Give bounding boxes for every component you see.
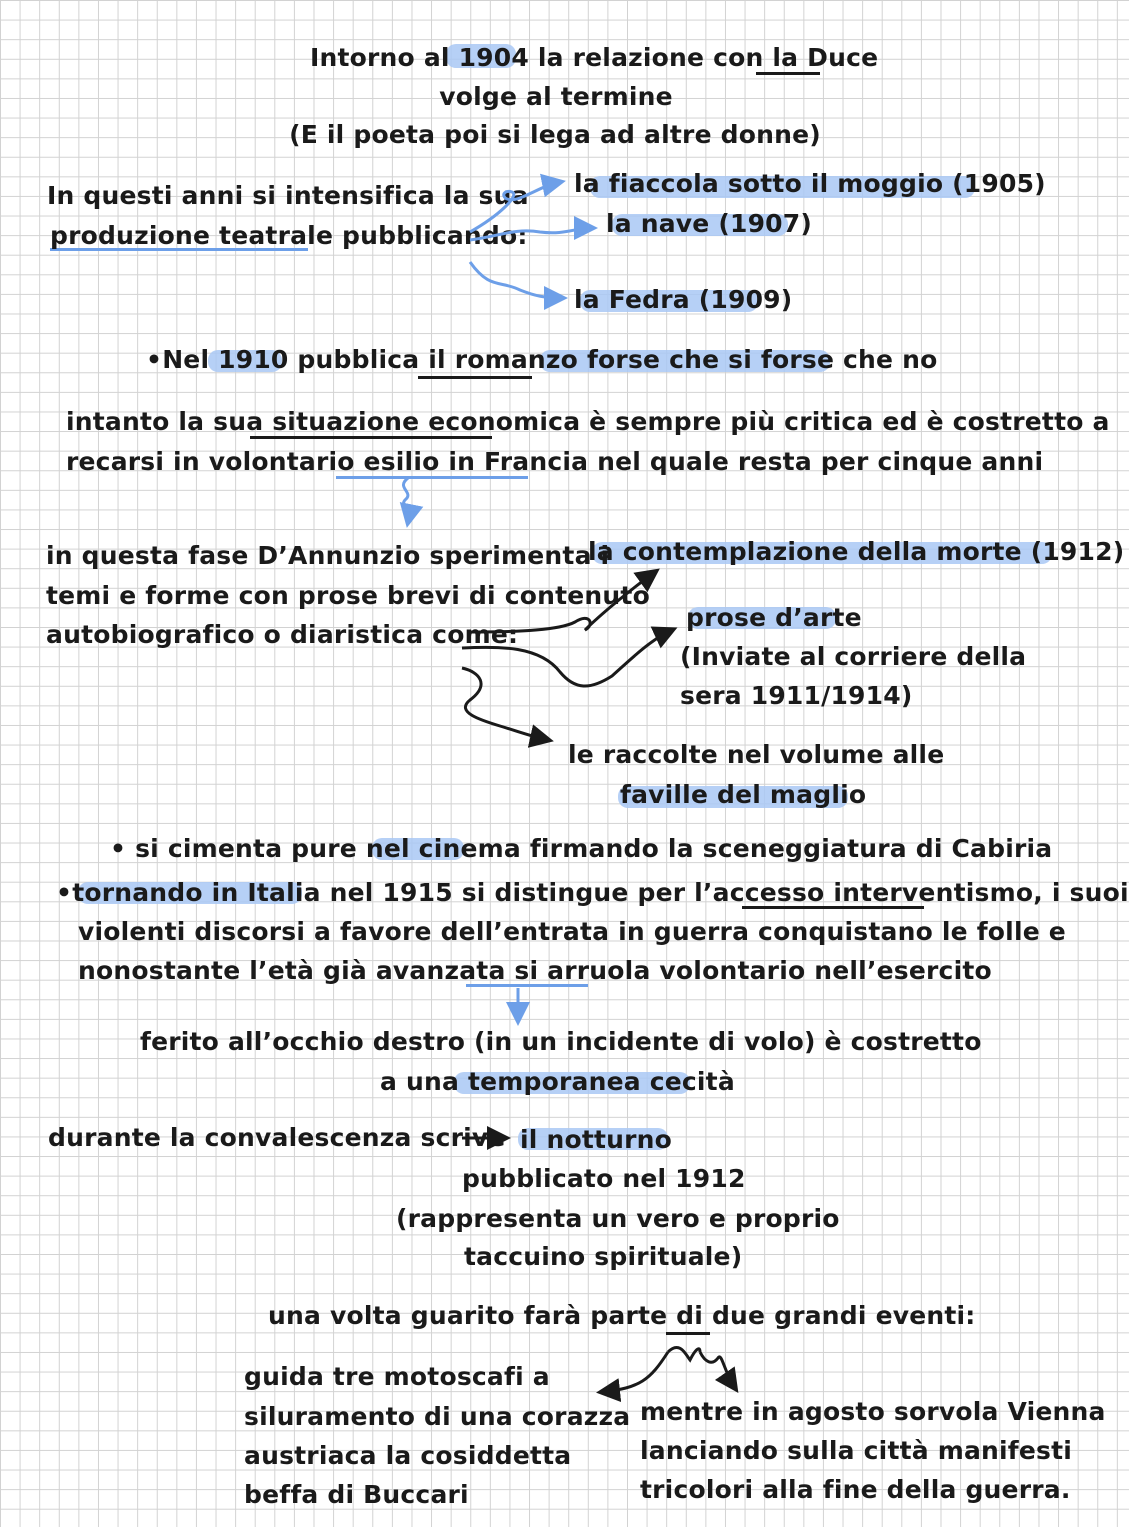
arrow-to-nave: [470, 228, 592, 240]
header-text-mid: la relazione con la: [528, 43, 808, 72]
esilio-rest-1: è sempre più critica ed è costretto a: [580, 407, 1110, 436]
work-faville-2: faville del maglio: [620, 780, 867, 809]
evento-left-3: austriaca la cosiddetta: [244, 1441, 572, 1470]
si-arruola: si arruola: [514, 956, 651, 985]
arrow-to-fiaccola: [470, 182, 560, 232]
romanzo-title: forse che si forse che no: [578, 345, 938, 374]
esilio-francia: esilio in Francia: [363, 447, 589, 476]
work-fedra: la Fedra (1909): [574, 285, 793, 314]
guerra-line-2: violenti discorsi a favore dell’entrata in guerra conquistano le folle e: [78, 917, 1066, 946]
evento-right-2: lanciando sulla città manifesti: [640, 1436, 1073, 1465]
prose-intro-2: temi e forme con prose brevi di contenuto: [46, 581, 650, 610]
arrow-to-evento-left: [602, 1352, 668, 1392]
arrow-to-prose-arte: [462, 630, 672, 686]
evento-left-1: guida tre motoscafi a: [244, 1362, 550, 1391]
esilio-pre-1: intanto la sua: [66, 407, 273, 436]
tornando-italia: tornando in Italia: [72, 878, 321, 907]
year-1910: 1910: [218, 345, 289, 374]
notturno-line-3: (rappresenta un vero e proprio: [396, 1204, 840, 1233]
work-notturno: il notturno: [520, 1125, 673, 1154]
evento-left-4: beffa di Buccari: [244, 1480, 469, 1509]
arrow-to-faville: [462, 668, 548, 740]
evento-right-3: tricolori alla fine della guerra.: [640, 1475, 1071, 1504]
guerra-rest-3: volontario nell’esercito: [650, 956, 992, 985]
produzione-teatrale: produzione teatrale: [50, 221, 334, 250]
arrow-down-esilio: [403, 478, 408, 522]
header-line-2: volge al termine: [439, 82, 673, 111]
prose-intro-3: autobiografico o diaristica come:: [46, 620, 519, 649]
work-nave: la nave (1907): [606, 209, 812, 238]
notturno-line-4: taccuino spirituale): [464, 1242, 743, 1271]
due-word: due: [711, 1301, 766, 1330]
ferito-pre: a una: [380, 1067, 468, 1096]
situazione-economica: situazione economica: [272, 407, 581, 436]
eventi-rest: grandi eventi:: [765, 1301, 976, 1330]
eventi-squiggle: [668, 1347, 700, 1360]
notturno-line-2: pubblicato nel 1912: [462, 1164, 746, 1193]
work-prose-arte: prose d’arte: [686, 603, 862, 632]
romanzo-mid: pubblica il: [288, 345, 455, 374]
prose-arte-note-1: (Inviate al corriere della: [680, 642, 1027, 671]
year-1904: 1904: [458, 43, 529, 72]
interventismo: interventismo: [833, 878, 1034, 907]
work-contemplazione: la contemplazione della morte (1912): [588, 537, 1125, 566]
arrow-to-contemplazione: [470, 572, 655, 632]
evento-right-1: mentre in agosto sorvola Vienna: [640, 1397, 1106, 1426]
pubblicando-text: pubblicando:: [333, 221, 528, 250]
prose-arte-note-2: sera 1911/1914): [680, 681, 913, 710]
esilio-pre-2: recarsi in volontario: [66, 447, 364, 476]
evento-left-2: siluramento di una corazza: [244, 1402, 631, 1431]
temporanea-cecita: temporanea cecità: [467, 1067, 735, 1096]
arrow-to-evento-right: [700, 1352, 735, 1388]
romanzo-kind: romanzo: [454, 345, 579, 374]
cinema-pre: si cimenta pure nel: [135, 834, 419, 863]
esilio-rest-2: nel quale resta per cinque anni: [588, 447, 1044, 476]
guerra-pre-3: nonostante l’età già avanzata: [78, 956, 515, 985]
work-fiaccola: la fiaccola sotto il moggio (1905): [574, 169, 1046, 198]
convalescenza-text: durante la convalescenza scrive: [48, 1123, 506, 1152]
guerra-mid: nel 1915 si distingue per l’accesso: [320, 878, 834, 907]
guerra-rest: , i suoi: [1033, 878, 1129, 907]
bullet: •: [146, 345, 163, 374]
bullet: •: [56, 878, 73, 907]
header-text: Intorno al: [310, 43, 459, 72]
name-duce: Duce: [807, 43, 879, 72]
teatro-intro-1: In questi anni si intensifica la sua: [47, 181, 529, 210]
bullet: •: [110, 834, 127, 863]
cinema-rest: firmando la sceneggiatura di Cabiria: [520, 834, 1053, 863]
cinema-word: cinema: [418, 834, 521, 863]
ferito-line-1: ferito all’occhio destro (in un incidente di volo) è costretto: [140, 1027, 982, 1056]
arrow-to-fedra: [470, 262, 562, 298]
prose-intro-1: in questa fase D’Annunzio sperimenta i: [46, 541, 610, 570]
work-faville-1: le raccolte nel volume alle: [568, 740, 945, 769]
romanzo-pre: Nel: [162, 345, 219, 374]
header-line-3: (E il poeta poi si lega ad altre donne): [289, 120, 821, 149]
eventi-pre: una volta guarito farà parte di: [268, 1301, 712, 1330]
